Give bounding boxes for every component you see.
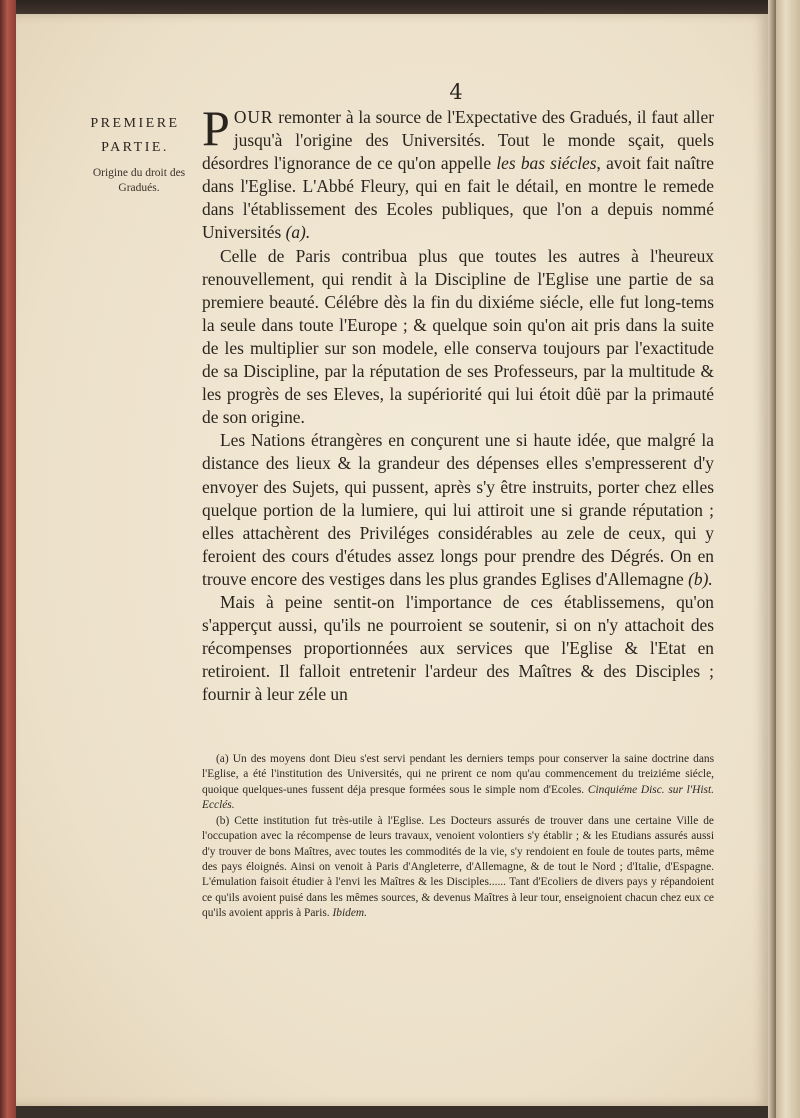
main-text <box>202 100 714 706</box>
footnote-a <box>202 752 714 813</box>
paragraph-1-italic: les bas siécles <box>496 153 597 174</box>
footnotes <box>202 752 714 922</box>
paragraph-3 <box>202 429 714 591</box>
paragraph-1-text-a: remonter à la source de l'Expectative des Gradués, il faut aller jusqu'à l'origine des Universités. Tout le monde sçait, quels désordres l'ignorance de ce qu'on appelle <box>202 107 714 174</box>
paragraph-1-text-b: , avoit fait naître dans l'Eglise. L'Abbé Fleury, qui en fait le détail, en montre le remede dans l'établissement des Ecoles publiques, que l'on a depuis nommé Universités <box>202 153 714 243</box>
footnote-b-source: Ibidem. <box>332 906 367 919</box>
margin-heading <box>76 112 194 160</box>
footnote-b <box>202 814 714 921</box>
facing-page-edge <box>776 0 800 1118</box>
footnote-b-text: (b) Cette institution fut très-utile à l'Eglise. Les Docteurs assurés de trouver dans une certaine Ville de l'occupation avec la récompense de leurs travaux, venoient volontiers s'y établir ; & les Etudians assurés aussi d'y trouver de bons Maîtres, avec toutes les commodités de la vie, s'y rendoient en foule de toutes parts, même des pays éloignés. Ainsi on venoit à Paris d'Angleterre, d'Allemagne, & de tout le Nord ; d'Italie, d'Espagne. L'émulation faisoit étudier à l'envi les Maîtres & les Disciples...... Tant d'Ecoliers de divers pays y répandoient ce qu'ils avoient puisé dans les mêmes sources, & devenus Maîtres à leur tour, enseignoient chacun chez eux ce qu'ils avoient appris à Paris. <box>202 815 714 919</box>
margin-note: Origine du droit des Gradués. <box>92 167 186 194</box>
drop-cap: P <box>202 100 230 156</box>
page-number: 4 <box>449 80 463 104</box>
footnote-ref-a: (a). <box>285 222 311 243</box>
book-left-edge <box>0 0 16 1118</box>
footnote-ref-b: (b). <box>688 568 713 589</box>
paragraph-1 <box>202 100 714 245</box>
book-page <box>16 14 768 1106</box>
footnote-a-source: Cinquiéme Disc. sur l'Hist. Ecclés. <box>202 783 715 811</box>
opening-smallcaps: OUR <box>233 107 274 127</box>
paragraph-3-text: Les Nations étrangères en conçurent une si haute idée, que malgré la distance des lieux & la grandeur des dépenses elles s'empresserent d'y envoyer des Sujets, qui pussent, après s'y être instruits, porter chez elles quelque portion de la lumiere, qui lui attiroit une si grande réputation ; elles attachèrent des Priviléges considérables au zele de ceux, qui y feroient des cours d'études assez longs pour prendre des Dégrés. On en trouve encore des vestiges dans les plus grandes Eglises d'Allemagne <box>202 430 714 589</box>
footnote-a-text: (a) Un des moyens dont Dieu s'est servi pendant les derniers temps pour conserver la saine doctrine dans l'Eglise, a été l'institution des Universités, qui ne prirent ce nom qu'au commencement du treiziéme siécle, quoique quelques-unes fussent déja presque formées sous le simple nom d'Ecoles. <box>202 753 714 796</box>
margin-heading-line1: PREMIERE <box>90 116 180 131</box>
paragraph-4: Mais à peine sentit-on l'importance de ces établissemens, qu'on s'apperçut aussi, qu'ils ne pourroient se soutenir, si on n'y attachoit des récompenses proportionnées aux services que l'Eglise & l'Etat en retiroient. Il falloit entretenir l'ardeur des Maîtres & des Disciples ; fournir à leur zéle un <box>202 591 714 705</box>
margin-heading-line2: PARTIE. <box>101 140 169 155</box>
paragraph-2: Celle de Paris contribua plus que toutes les autres à l'heureux renouvellement, qui rendit à la Discipline de l'Eglise une partie de sa premiere beauté. Célébre dès la fin du dixiéme siécle, elle fut long-tems la seule dans toute l'Europe ; & quelque soin qu'on ait pris dans la suite de les multiplier sur son modele, elle conserva toujours par l'exactitude de sa Discipline, par la réputation de ses Professeurs, par la multitude & les progrès de ses Eleves, la supériorité qui lui étoit dûë par la primauté de son origine. <box>202 245 714 428</box>
book-gutter <box>768 0 776 1118</box>
